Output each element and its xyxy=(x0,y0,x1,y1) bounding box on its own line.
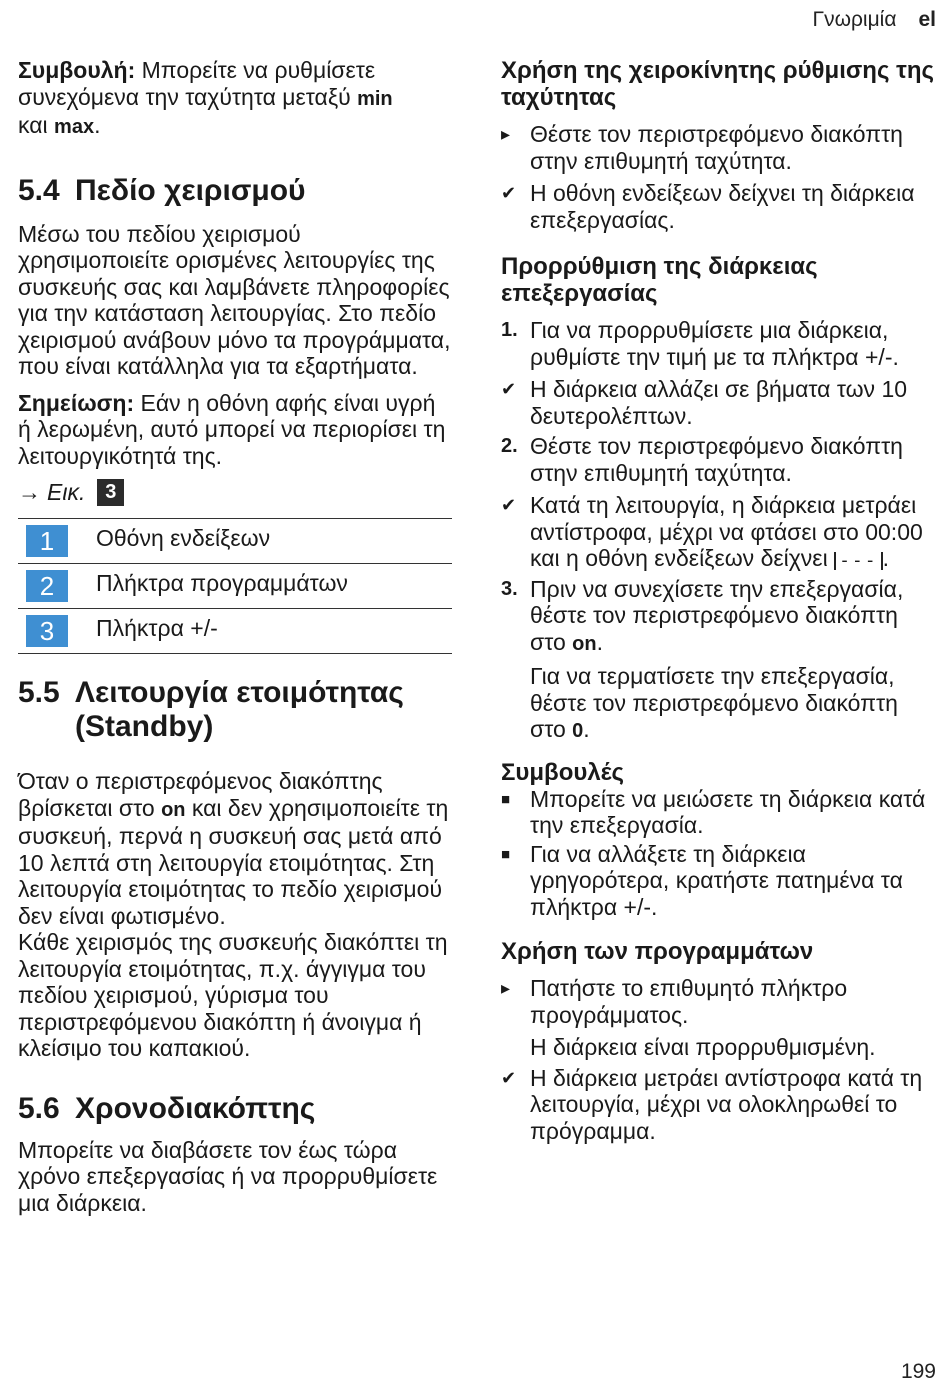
checkmark-icon: ✔ xyxy=(501,495,517,515)
on-label: on xyxy=(161,798,186,821)
legend-badge: 3 xyxy=(26,615,68,647)
preset-duration-heading: Προρρύθμιση της διάρκειας επεξεργασίας xyxy=(501,253,818,307)
step-text: Θέστε τον περιστρεφόμενο διακόπτη στην επιθυμητή ταχύτητα. xyxy=(530,433,903,486)
list-item xyxy=(501,576,937,658)
tip-text: Μπορείτε να μειώσετε τη διάρκεια κατά την επεξεργασία. xyxy=(530,785,926,838)
checkmark-icon: ✔ xyxy=(501,183,517,203)
standby-text-cont: και δεν χρησιμοποιείτε τη συσκευή, περνά η συσκευή σας μετά από 10 λεπτά στη λειτουργία ετοιμότητας. Στη λειτουργία ετοιμότητας το πεδίο χειρισμού δεν είναι φωτισμένο. xyxy=(18,794,449,929)
zero-label: 0 xyxy=(572,720,584,742)
square-bullet-icon: ■ xyxy=(501,790,511,808)
result-text: Η διάρκεια αλλάζει σε βήματα των 10 δευτερολέπτων. xyxy=(530,376,908,429)
section-5-5-heading xyxy=(18,676,454,744)
tip-text: Για να αλλάξετε τη διάρκεια γρηγορότερα, κρατήστε πατημένα τα πλήκτρα +/-. xyxy=(530,840,903,920)
header-section: Γνωριμία xyxy=(812,8,897,31)
right-column xyxy=(501,57,937,1144)
step-extra-text xyxy=(501,663,937,745)
section-title xyxy=(75,676,404,744)
list-item xyxy=(501,180,937,233)
step-text-main: Πριν να συνεχίσετε την επεξεργασία, θέστε τον περιστρεφόμενο διακόπτη στο xyxy=(530,575,904,655)
list-item xyxy=(501,376,937,429)
step-number: 3. xyxy=(501,577,518,600)
list-item xyxy=(501,121,937,174)
max-label: max xyxy=(54,116,95,138)
note-label: Σημείωση: xyxy=(18,389,135,416)
tip-text-and: και xyxy=(18,112,55,138)
standby-paragraph xyxy=(18,768,454,929)
note-paragraph xyxy=(18,390,454,470)
min-label: min xyxy=(357,87,393,110)
result-text: Η οθόνη ενδείξεων δείχνει τη διάρκεια επεξεργασίας. xyxy=(530,180,915,233)
list-item xyxy=(501,786,937,839)
step-extra-main: Για να τερματίσετε την επεξεργασία, θέστε τον περιστρεφόμενο διακόπτη στο xyxy=(530,663,898,742)
section-5-6-heading xyxy=(18,1092,454,1126)
tip-label: Συμβουλή: xyxy=(18,57,136,83)
figure-label: Εικ. xyxy=(47,479,86,506)
section-title: Χρονοδιακόπτης xyxy=(75,1091,316,1125)
figure-number-tag: 3 xyxy=(97,479,124,506)
step-text: Για να προρρυθμίσετε μια διάρκεια, ρυθμίστε την τιμή με τα πλήκτρα +/-. xyxy=(530,317,899,370)
section-title: Πεδίο χειρισμού xyxy=(75,173,306,207)
step-text: Πατήστε το επιθυμητό πλήκτρο προγράμματος. xyxy=(530,975,848,1028)
step-text xyxy=(530,576,937,658)
legend-text: Οθόνη ενδείξεων xyxy=(96,519,452,564)
list-item xyxy=(501,317,937,370)
step-extra-end: . xyxy=(583,716,590,742)
step-text: Θέστε τον περιστρεφόμενο διακόπτη στην επιθυμητή ταχύτητα. xyxy=(530,121,903,174)
table-row xyxy=(18,564,452,609)
table-row xyxy=(18,519,452,564)
table-row xyxy=(18,609,452,654)
header-lang: el xyxy=(918,8,936,31)
list-item xyxy=(501,975,937,1028)
page-header xyxy=(813,8,937,32)
manual-speed-heading: Χρήση της χειροκίνητης ρύθμισης της ταχύτητας xyxy=(501,57,934,111)
standby-text: Όταν ο περιστρεφόμενος διακόπτης βρίσκεται στο xyxy=(18,768,383,821)
list-item xyxy=(501,433,937,486)
result-text-end: . xyxy=(882,545,889,571)
triangle-right-icon: ▸ xyxy=(501,124,511,144)
figure-legend-table xyxy=(18,518,452,654)
result-text: Η διάρκεια μετράει αντίστροφα κατά τη λειτουργία, μέχρι να ολοκληρωθεί το πρόγραμμα. xyxy=(530,1064,923,1144)
legend-badge: 1 xyxy=(26,525,68,557)
control-panel-paragraph: Μέσω του πεδίου χειρισμού χρησιμοποιείτε ορισμένες λειτουργίες της συσκευής σας και λαμβάνετε πληροφορίες για την κατάσταση λειτουργίας. Στο πεδίο χειρισμού ανάβουν μόνο τα προγράμματα, που είναι κατάλληλα για τα εξαρτήματα. xyxy=(18,220,451,379)
tip-text: Μπορείτε να ρυθμίσετε συνεχόμενα την ταχύτητα μεταξύ xyxy=(18,57,376,110)
step-number: 2. xyxy=(501,435,518,457)
square-bullet-icon: ■ xyxy=(501,845,511,863)
list-item xyxy=(501,1065,937,1145)
tip-paragraph xyxy=(18,57,454,141)
step-number: 1. xyxy=(501,319,518,341)
figure-reference xyxy=(18,479,454,506)
note-text: Εάν η οθόνη αφής είναι υγρή ή λερωμένη, αυτό μπορεί να περιορίσει τη λειτουργικότητά της. xyxy=(18,389,446,469)
step-extra-text: Η διάρκεια είναι προρρυθμισμένη. xyxy=(530,1034,876,1060)
tips-heading: Συμβουλές xyxy=(501,758,624,786)
list-item xyxy=(501,841,937,921)
legend-text: Πλήκτρα +/- xyxy=(96,609,452,654)
result-text-main: Κατά τη λειτουργία, η διάρκεια μετράει αντίστροφα, μέχρι να φτάσει στο 00:00 και η οθόνη ενδείξεων δείχνει xyxy=(530,492,923,571)
standby-paragraph-2: Κάθε χειρισμός της συσκευής διακόπτει τη λειτουργία ετοιμότητας, π.χ. άγγιγμα του πεδίου χειρισμού, γύρισμα του περιστρεφόμενου διακόπτη ή άνοιγμα ή κλείσιμο του καπακιού. xyxy=(18,929,448,1061)
section-number: 5.6 xyxy=(18,1091,60,1125)
checkmark-icon: ✔ xyxy=(501,379,517,399)
section-number: 5.4 xyxy=(18,173,60,207)
section-title-line2: (Standby) xyxy=(75,710,214,743)
on-label: on xyxy=(572,632,597,655)
section-5-4-heading xyxy=(18,174,454,208)
timer-paragraph: Μπορείτε να διαβάσετε τον έως τώρα χρόνο επεξεργασίας ή να προρρυθμίσετε μια διάρκεια. xyxy=(18,1136,438,1216)
legend-badge: 2 xyxy=(26,570,68,602)
step-text-end: . xyxy=(596,628,603,655)
section-title-line1: Λειτουργία ετοιμότητας xyxy=(75,676,404,709)
checkmark-icon: ✔ xyxy=(501,1067,517,1088)
arrow-right-icon: → xyxy=(18,479,41,506)
dash-display-symbol: --- xyxy=(834,552,883,570)
result-text xyxy=(530,492,937,572)
legend-text: Πλήκτρα προγραμμάτων xyxy=(96,564,452,609)
tip-text-end: . xyxy=(94,112,101,138)
page-number: 199 xyxy=(900,1360,936,1383)
triangle-right-icon: ▸ xyxy=(501,978,511,998)
list-item xyxy=(501,492,937,572)
left-column xyxy=(18,57,454,1216)
programs-heading: Χρήση των προγραμμάτων xyxy=(501,938,814,965)
section-number: 5.5 xyxy=(18,676,60,709)
